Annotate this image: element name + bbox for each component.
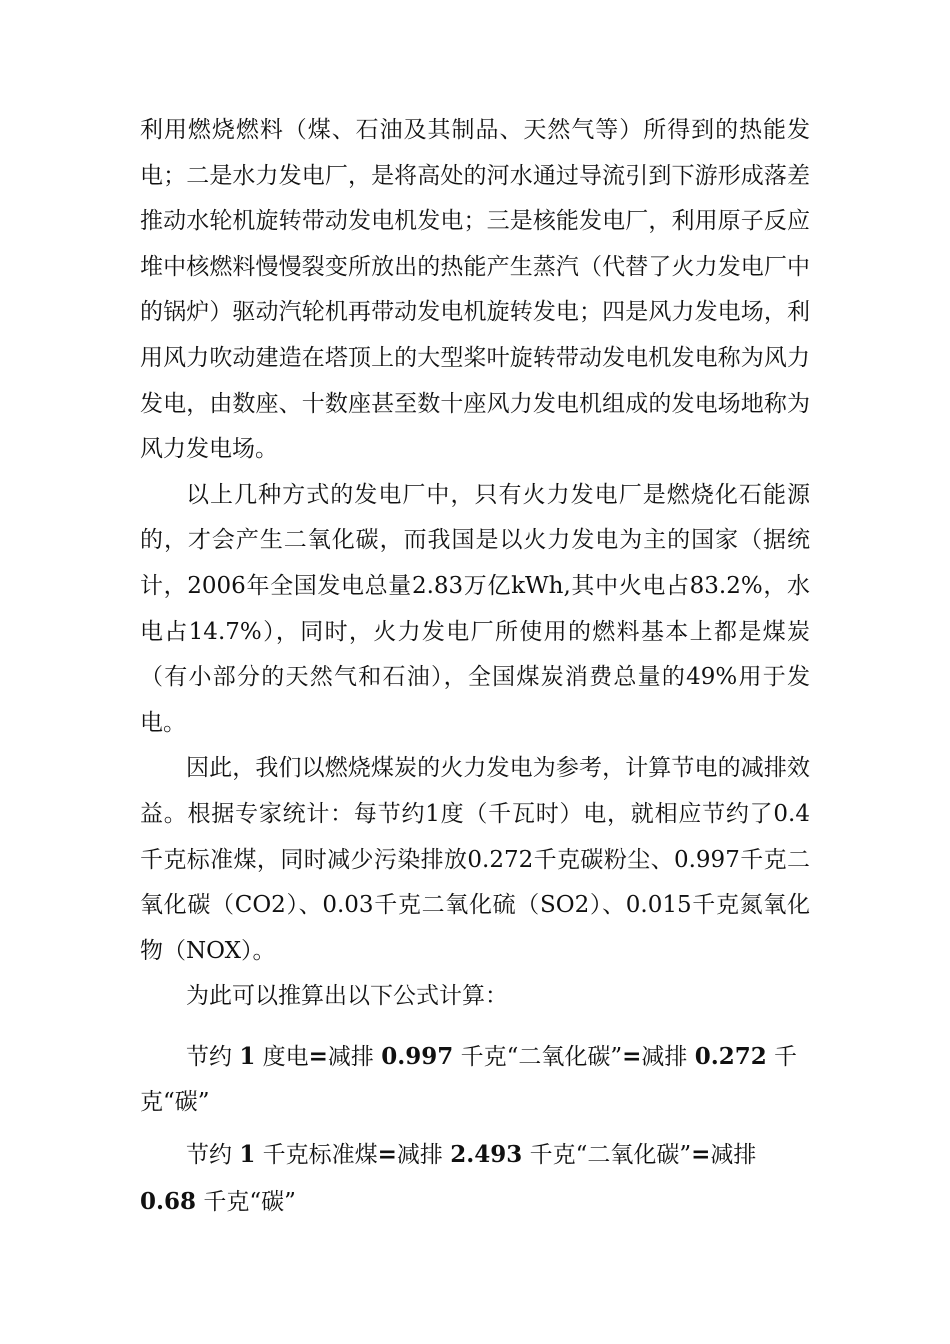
formula-value: 1 xyxy=(239,1141,256,1169)
formula-text: 千克“碳” xyxy=(203,1188,296,1215)
formula-text: 减排 xyxy=(710,1142,757,1169)
paragraph-formula-intro: 为此可以推算出以下公式计算： xyxy=(186,983,508,1010)
formula-coal xyxy=(140,1132,810,1225)
formula-value: 1 xyxy=(239,1042,256,1070)
formula-text: 减排 xyxy=(396,1142,443,1169)
formula-value: 0.272 xyxy=(694,1042,767,1070)
formula-text: 减排 xyxy=(327,1043,374,1070)
spacer xyxy=(140,1020,810,1034)
formula-text: 减排 xyxy=(641,1043,688,1070)
formula-text: 千克标准煤 xyxy=(262,1142,378,1169)
formula-value: 0.997 xyxy=(381,1042,454,1070)
formula-text: 千克“二氧化碳” xyxy=(529,1142,692,1169)
formula-electricity xyxy=(140,1034,810,1126)
paragraph-power-plant-types: 利用燃烧燃料（煤、石油及其制品、天然气等）所得到的热能发电；二是水力发电厂，是将高处的河水通过导流引到下游形成落差推动水轮机旋转带动发电机发电；三是核能发电厂，利用原子反应堆中核燃料慢慢裂变所放出的热能产生蒸汽（代替了火力发电厂中的锅炉）驱动汽轮机再带动发电机旋转发电；四是风力发电场，利用风力吹动建造在塔顶上的大型桨叶旋转带动发电机发电称为风力发电，由数座、十数座甚至数十座风力发电机组成的发电场地称为风力发电场。 xyxy=(140,117,810,463)
formula-text: 千克“二氧化碳” xyxy=(460,1043,623,1070)
formula-text: 度电 xyxy=(262,1043,309,1070)
document-page xyxy=(140,108,810,1225)
formula-equals: = xyxy=(622,1042,642,1070)
formula-equals: = xyxy=(691,1141,711,1169)
formula-equals: = xyxy=(377,1141,397,1169)
paragraph-emission-stats: 因此，我们以燃烧煤炭的火力发电为参考，计算节电的减排效益。根据专家统计：每节约1度（千瓦时）电，就相应节约了0.4千克标准煤，同时减少污染排放0.272千克碳粉尘、0.997千克二氧化碳（CO2）、0.03千克二氧化硫（SO2）、0.015千克氮氧化物（NOX）。 xyxy=(140,755,810,964)
formula-value: 2.493 xyxy=(450,1141,523,1169)
formula-equals: = xyxy=(308,1042,328,1070)
formula-text: 节约 xyxy=(186,1142,232,1169)
formula-text: 千克“碳” xyxy=(140,1043,798,1116)
formula-value: 0.68 xyxy=(140,1187,197,1215)
formula-text: 节约 xyxy=(186,1043,232,1070)
paragraph-thermal-power: 以上几种方式的发电厂中，只有火力发电厂是燃烧化石能源的，才会产生二氧化碳，而我国是以火力发电为主的国家（据统计，2006年全国发电总量2.83万亿kWh,其中火电占83.2%，水电占14.7%），同时，火力发电厂所使用的燃料基本上都是煤炭（有小部分的天然气和石油），全国煤炭消费总量的49%用于发电。 xyxy=(140,481,810,736)
